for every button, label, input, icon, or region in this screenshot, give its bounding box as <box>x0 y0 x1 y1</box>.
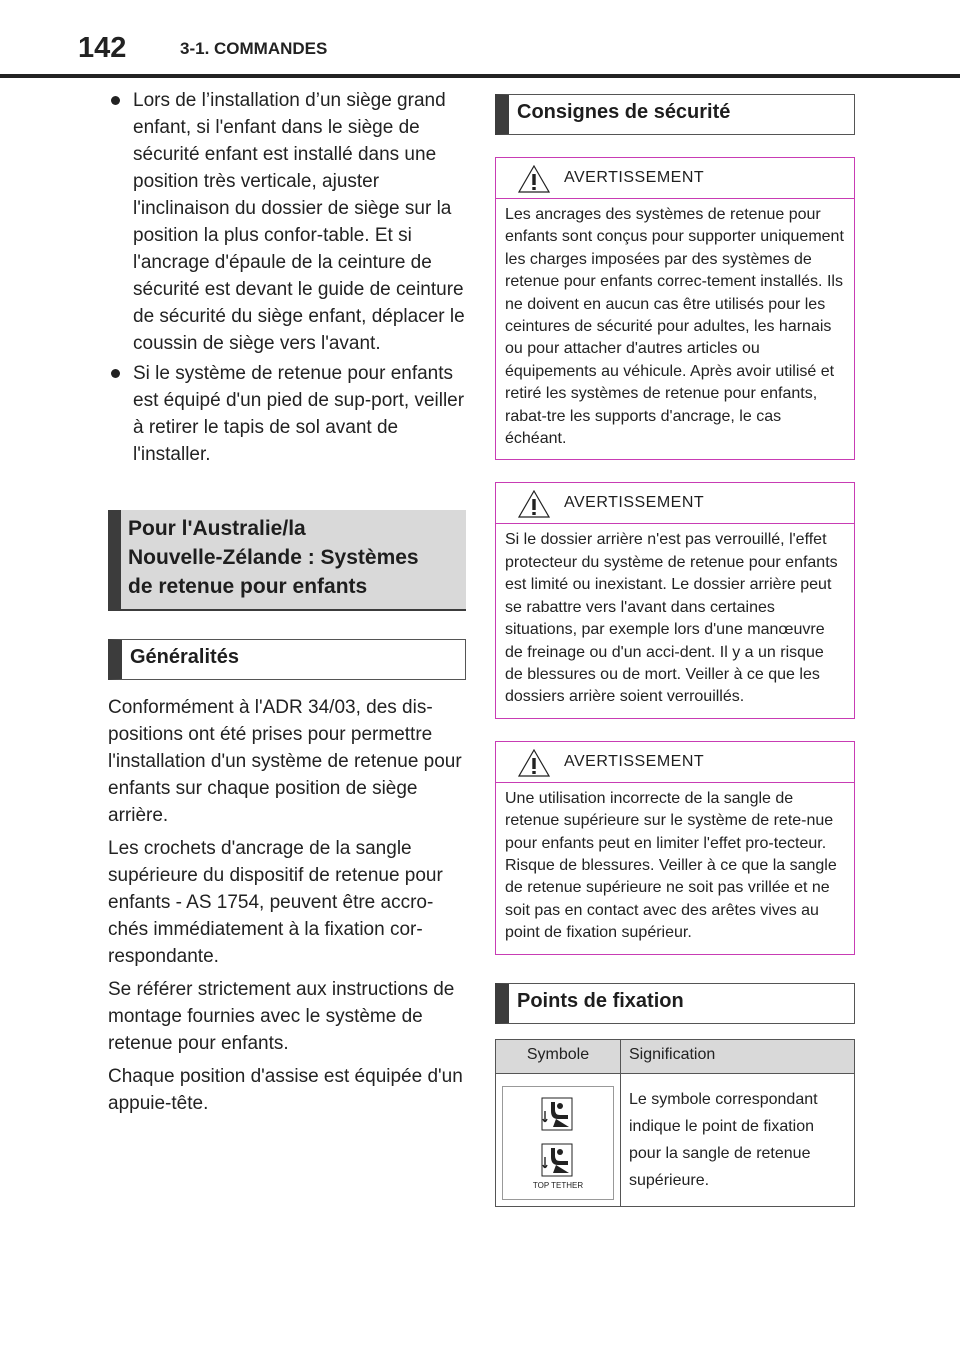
symbol-frame <box>502 1086 614 1200</box>
column-header-symbol: Symbole <box>496 1039 621 1073</box>
bullet-item <box>108 87 466 357</box>
bullet-text: Si le système de retenue pour enfants est équipé d'un pied de sup-port, veiller à retirer le tapis de sol avant de l'installer. <box>133 363 465 465</box>
bullet-list <box>108 87 466 468</box>
header-rule <box>0 74 960 78</box>
warning-triangle-icon <box>518 490 550 518</box>
warning-triangle-icon <box>518 749 550 777</box>
bullet-item <box>108 360 466 468</box>
warning-box <box>495 157 855 460</box>
warning-body: Si le dossier arrière n'est pas verrouillé, l'effet protecteur du système de retenue pour enfants est limité ou inexistant. Le dossier arrière peut se rabattre vers l'avant dans certaines situations, par exemple lors d'une manœuvre de freinage ou d'un acci-dent. Il y a un risque de blessures ou de mort. Veiller à ce que les dossiers arrière soient verrouillés. <box>505 531 838 706</box>
warning-header <box>496 742 854 783</box>
region-heading-line: Pour l'Australie/la <box>128 517 306 540</box>
section-title: 3-1. COMMANDES <box>180 39 328 58</box>
region-heading-line: Nouvelle-Zélande : Systèmes <box>128 546 419 569</box>
table-header-row <box>496 1039 855 1073</box>
safety-heading: Consignes de sécurité <box>495 94 855 135</box>
warning-box <box>495 482 855 718</box>
warning-title: AVERTISSEMENT <box>564 494 705 512</box>
column-header-meaning: Signification <box>621 1039 855 1073</box>
top-tether-icon <box>541 1143 573 1177</box>
body-paragraph: Chaque position d'assise est équipée d'un appuie-tête. <box>108 1066 463 1114</box>
warning-title: AVERTISSEMENT <box>564 752 705 770</box>
bullet-dot <box>111 369 120 378</box>
warning-header <box>496 158 854 199</box>
warning-header <box>496 483 854 524</box>
fixation-heading: Points de fixation <box>495 983 855 1024</box>
warning-box <box>495 741 855 955</box>
warning-body: Les ancrages des systèmes de retenue pour enfants sont conçus pour supporter uniquement les charges imposées par des systèmes de retenue pour enfants correc-tement installés. Ils ne doivent en aucun cas être utilisés pour les ceintures de sécurité pour adultes, les harnais ou pour attacher d'autres articles ou équipements au véhicule. Après avoir utilisé et retiré les systèmes de retenue pour enfants, rabat-tre les supports d'ancrage, le cas échéant. <box>505 206 844 448</box>
left-column <box>108 87 466 1123</box>
generalites-heading: Généralités <box>108 639 466 680</box>
page-number: 142 <box>78 32 127 64</box>
body-paragraph: Conformément à l'ADR 34/03, des dis-positions ont été prises pour permettre l'installation d'un système de retenue pour enfants sur chaque position de siège arrière. <box>108 697 462 826</box>
table-row <box>496 1073 855 1206</box>
bullet-dot <box>111 96 120 105</box>
warning-title: AVERTISSEMENT <box>564 169 705 186</box>
symbol-caption: TOP TETHER <box>532 1180 584 1190</box>
warning-body: Une utilisation incorrecte de la sangle de retenue supérieure sur le système de rete-nue pour enfants peut en limiter l'effet pro-tecteur. Risque de blessures. Veiller à ce que la sangle de retenue supérieure ne soit pas vrillée et ne soit pas en contact avec des arêtes vives au point de fixation supérieur. <box>505 789 837 942</box>
region-heading-line: de retenue pour enfants <box>128 575 368 598</box>
right-column <box>495 94 855 1207</box>
fixation-table <box>495 1039 855 1207</box>
page-header <box>0 0 960 80</box>
symbol-cell <box>496 1073 621 1206</box>
bullet-text: Lors de l’installation d’un siège grand enfant, si l'enfant dans le siège de sécurité enfant est installé dans une position très verticale, ajuster l'inclinaison du dossier de siège sur la position la plus confor-table. Et si l'ancrage d'épaule de la ceinture de sécurité est devant le guide de ceinture de sécurité du siège enfant, déplacer le coussin de siège vers l'avant. <box>133 90 465 354</box>
body-paragraph: Les crochets d'ancrage de la sangle supérieure du dispositif de retenue pour enfants - AS 1754, peuvent être accro-chés immédiatement à la fixation cor-respondante. <box>108 838 443 967</box>
child-seat-anchor-icon <box>541 1097 573 1131</box>
region-heading <box>108 510 466 611</box>
warning-triangle-icon <box>518 165 550 193</box>
body-paragraph: Se référer strictement aux instructions de montage fournies avec le système de retenue pour enfants. <box>108 979 455 1054</box>
meaning-cell: Le symbole correspondant indique le point de fixation pour la sangle de retenue supérieure. <box>621 1073 855 1206</box>
